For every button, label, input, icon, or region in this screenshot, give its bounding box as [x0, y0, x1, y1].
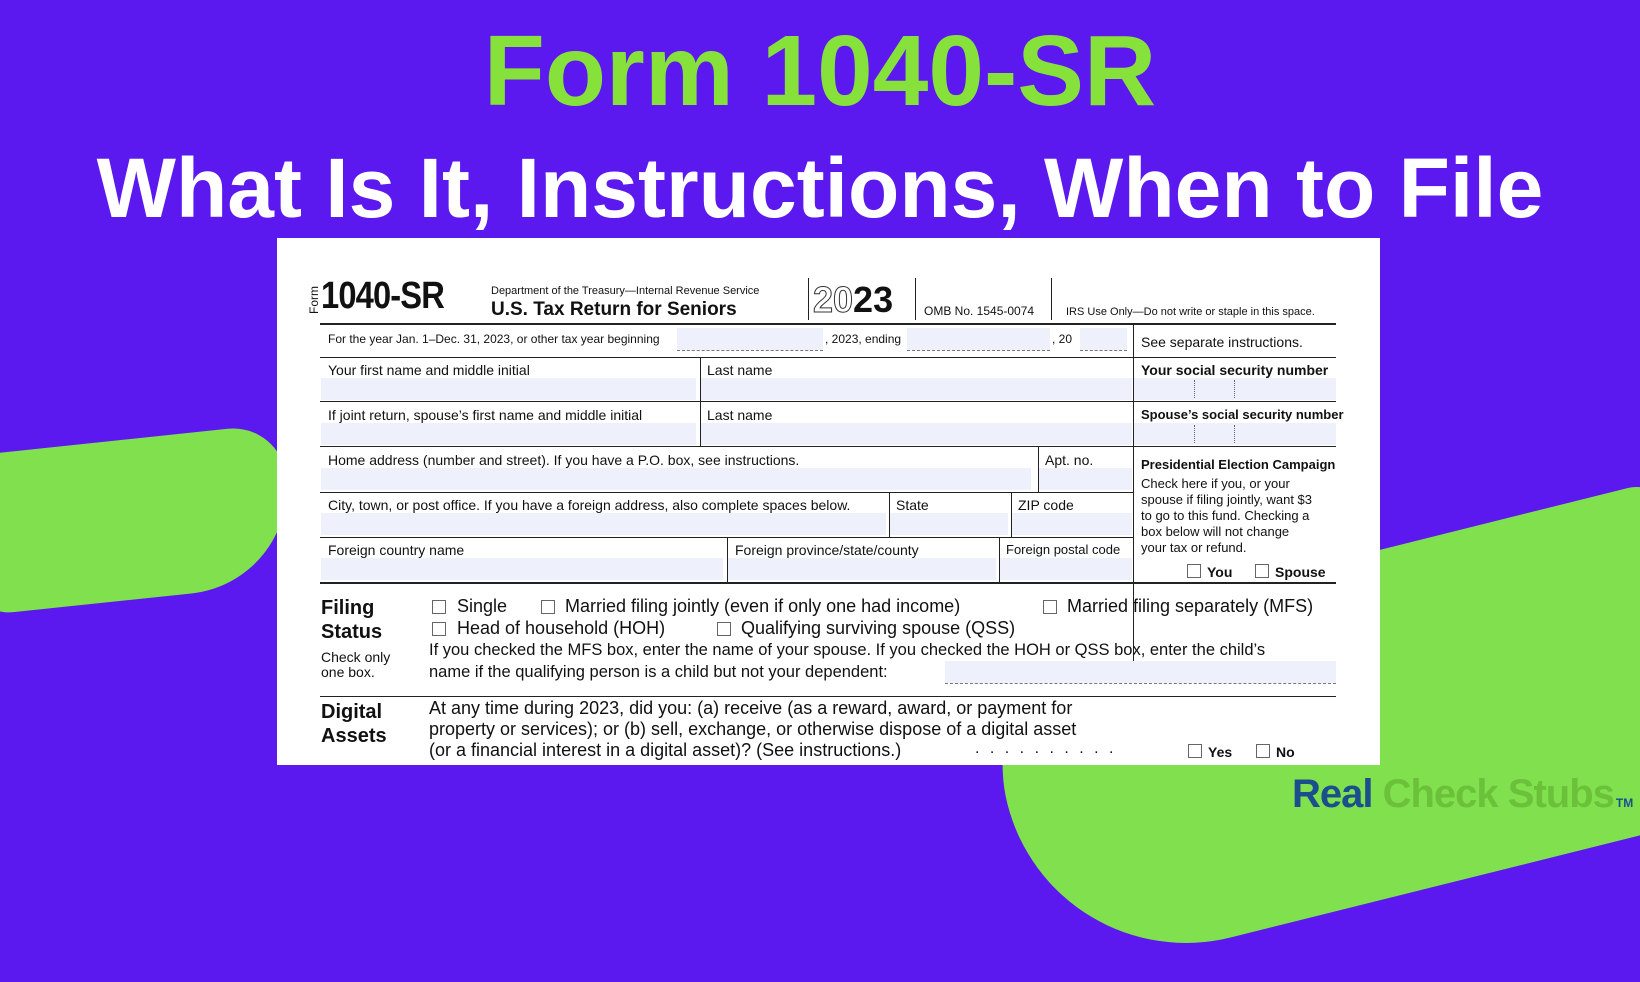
logo-tm: TM: [1615, 796, 1634, 810]
digital-assets-text-line1: At any time during 2023, did you: (a) receive (as a reward, award, or payment for: [429, 698, 1073, 718]
married-filing-separately-label: Married filing separately (MFS): [1067, 596, 1314, 616]
pec-you-checkbox[interactable]: [1187, 564, 1201, 578]
digital-assets-heading-line: Digital: [321, 701, 383, 723]
married-filing-jointly-label: Married filing jointly (even if only one had income): [565, 596, 961, 616]
spouse-child-name-field[interactable]: [945, 661, 1336, 683]
digital-assets-yes-label: Yes: [1208, 744, 1233, 760]
pec-title: Presidential Election Campaign: [1141, 457, 1336, 472]
page-subtitle: What Is It, Instructions, When to File: [96, 141, 1544, 235]
head-of-household-checkbox[interactable]: [432, 622, 446, 636]
digital-assets-text-line3: (or a financial interest in a digital asset)? (See instructions.): [429, 740, 902, 760]
real-check-stubs-logo: [1292, 772, 1633, 817]
digital-assets-no-checkbox[interactable]: [1256, 744, 1270, 758]
omb-number: OMB No. 1545-0074: [924, 304, 1035, 318]
tax-year-text: For the year Jan. 1–Dec. 31, 2023, or other tax year beginning: [328, 332, 660, 346]
filing-note-line1: If you checked the MFS box, enter the name of your spouse. If you checked the HOH or QSS box, enter the child’s: [429, 641, 1266, 659]
foreign-province-label: Foreign province/state/county: [735, 542, 919, 558]
leader-dots: . . . . . . . . . .: [975, 740, 1117, 757]
logo-check-stubs: Check Stubs: [1372, 772, 1614, 816]
pec-you-label: You: [1207, 564, 1233, 580]
filing-status-heading-line: Filing: [321, 597, 375, 619]
spouse-last-name-label: Last name: [707, 407, 773, 423]
form-1040sr-image: [277, 238, 1380, 765]
digital-assets-heading-line: Assets: [321, 725, 387, 747]
filing-status-heading: [321, 596, 382, 644]
irs-use-only: IRS Use Only—Do not write or staple in this space.: [1066, 306, 1315, 318]
filing-note-line2: name if the qualifying person is a child but not your dependent:: [429, 663, 888, 681]
ending-text: , 2023, ending: [825, 332, 902, 346]
foreign-postal-label: Foreign postal code: [1006, 542, 1121, 557]
pec-text-line: your tax or refund.: [1141, 540, 1247, 555]
logo-real: Real: [1292, 772, 1373, 816]
pec-text-line: Check here if you, or your: [1141, 476, 1290, 491]
zip-code-label: ZIP code: [1018, 497, 1074, 513]
city-label: City, town, or post office. If you have a foreign address, also complete spaces below.: [328, 497, 851, 513]
ssn-label: Your social security number: [1141, 362, 1329, 378]
spouse-ssn-label: Spouse’s social security number: [1141, 407, 1344, 422]
digital-assets-text-line2: property or services); or (b) sell, exchange, or otherwise dispose of a digital asset: [429, 719, 1077, 739]
digital-assets-yes-checkbox[interactable]: [1188, 744, 1202, 758]
head-of-household-label: Head of household (HOH): [457, 618, 666, 638]
qualifying-surviving-spouse-label: Qualifying surviving spouse (QSS): [741, 618, 1016, 638]
tax-year-bold: 23: [853, 279, 894, 320]
apt-no-label: Apt. no.: [1045, 452, 1094, 468]
digital-assets-no-label: No: [1276, 744, 1295, 760]
pec-spouse-label: Spouse: [1275, 564, 1326, 580]
page-title: Form 1040-SR: [483, 15, 1157, 127]
year-20-text: , 20: [1052, 332, 1073, 346]
pec-text-line: box below will not change: [1141, 524, 1290, 539]
state-label: State: [896, 497, 929, 513]
single-checkbox[interactable]: [432, 600, 446, 614]
pec-text-line: spouse if filing jointly, want $3: [1141, 492, 1313, 507]
check-only-line: one box.: [321, 664, 375, 680]
form-title: U.S. Tax Return for Seniors: [491, 299, 737, 320]
form-word: Form: [307, 286, 321, 314]
pec-spouse-checkbox[interactable]: [1255, 564, 1269, 578]
pec-text: [1141, 476, 1312, 556]
form-number: 1040-SR: [321, 275, 444, 317]
married-filing-jointly-checkbox[interactable]: [541, 600, 555, 614]
home-address-label: Home address (number and street). If you have a P.O. box, see instructions.: [328, 452, 800, 468]
last-name-label: Last name: [707, 362, 773, 378]
qualifying-surviving-spouse-checkbox[interactable]: [717, 622, 731, 636]
check-only-one-box: [321, 650, 390, 680]
filing-status-heading-line: Status: [321, 621, 383, 643]
check-only-line: Check only: [321, 649, 391, 665]
single-label: Single: [457, 596, 508, 616]
decorative-blob-left: [0, 423, 297, 617]
first-name-label: Your first name and middle initial: [328, 362, 530, 378]
see-instructions: See separate instructions.: [1141, 334, 1303, 350]
tax-year: [813, 280, 893, 320]
pec-text-line: to go to this fund. Checking a: [1141, 508, 1310, 523]
digital-assets-heading: [321, 700, 387, 748]
married-filing-separately-checkbox[interactable]: [1043, 600, 1057, 614]
foreign-country-label: Foreign country name: [328, 542, 465, 558]
tax-year-outline: 20: [813, 279, 854, 320]
spouse-name-label: If joint return, spouse’s first name and middle initial: [328, 407, 643, 423]
department-label: Department of the Treasury—Internal Revenue Service: [491, 285, 760, 297]
